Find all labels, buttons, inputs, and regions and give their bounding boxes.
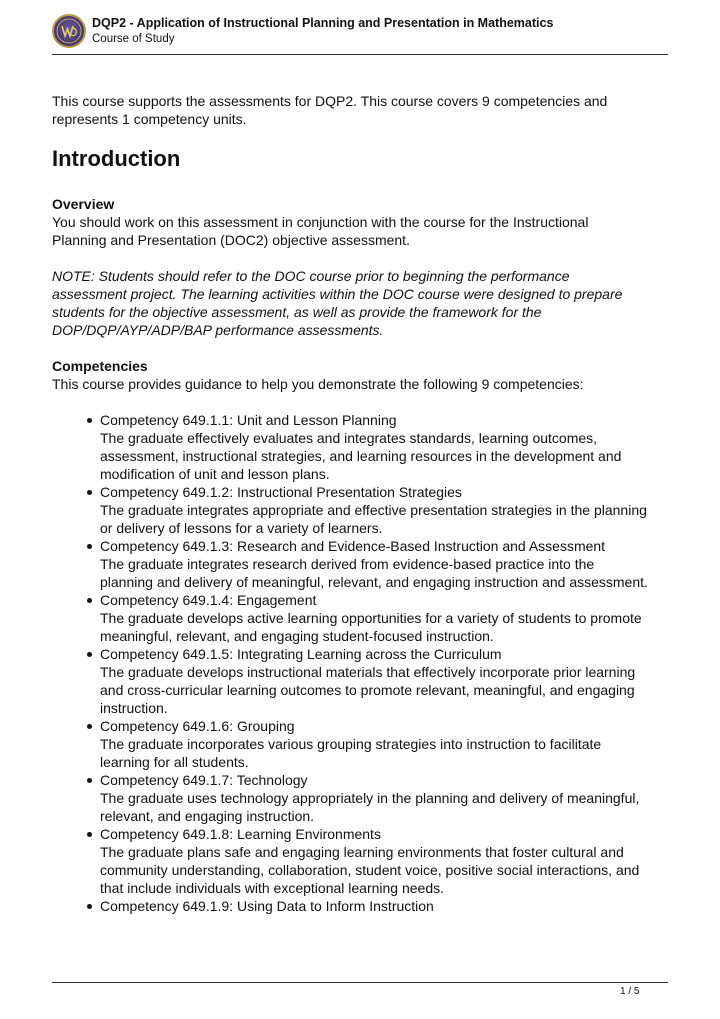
competency-item	[100, 645, 670, 717]
competency-desc-line: The graduate plans safe and engaging learning environments that foster cultural and	[100, 844, 624, 860]
competency-desc-line: The graduate integrates appropriate and effective presentation strategies in the planning	[100, 502, 647, 518]
bullet-icon	[87, 544, 92, 549]
competency-item	[100, 717, 670, 771]
bullet-icon	[87, 778, 92, 783]
competency-desc-line: or delivery of lessons for a variety of learners.	[100, 520, 383, 536]
competency-name: Competency 649.1.2: Instructional Presentation Strategies	[100, 484, 462, 500]
competency-desc-line: that include individuals with exceptional learning needs.	[100, 880, 444, 896]
intro-line: This course supports the assessments for DQP2. This course covers 9 competencies and	[52, 93, 608, 109]
bullet-icon	[87, 904, 92, 909]
competency-desc-line: The graduate develops instructional materials that effectively incorporate prior learning	[100, 664, 636, 680]
competency-name: Competency 649.1.5: Integrating Learning across the Curriculum	[100, 646, 502, 662]
footer-divider	[52, 982, 668, 983]
note-paragraph	[52, 267, 670, 339]
competency-list	[52, 411, 670, 915]
note-line: NOTE: Students should refer to the DOC course prior to beginning the performance	[52, 268, 570, 284]
competency-item	[100, 897, 670, 915]
bullet-icon	[87, 418, 92, 423]
competency-name: Competency 649.1.8: Learning Environments	[100, 826, 381, 842]
note-line: DOP/DQP/AYP/ADP/BAP performance assessments.	[52, 322, 384, 338]
competency-name: Competency 649.1.4: Engagement	[100, 592, 317, 608]
competency-name: Competency 649.1.1: Unit and Lesson Planning	[100, 412, 397, 428]
competency-item	[100, 483, 670, 537]
competency-desc-line: The graduate integrates research derived from evidence-based practice into the	[100, 556, 595, 572]
bullet-icon	[87, 724, 92, 729]
competency-desc-line: planning and delivery of meaningful, relevant, and engaging instruction and assessment.	[100, 574, 648, 590]
competency-name: Competency 649.1.9: Using Data to Inform Instruction	[100, 898, 434, 914]
competency-item	[100, 825, 670, 897]
competencies-intro: This course provides guidance to help you demonstrate the following 9 competencies:	[52, 376, 584, 392]
competency-desc-line: modification of unit and lesson plans.	[100, 466, 330, 482]
bullet-icon	[87, 598, 92, 603]
university-seal-icon	[52, 14, 86, 48]
competency-item	[100, 591, 670, 645]
competency-name: Competency 649.1.6: Grouping	[100, 718, 295, 734]
overview-section	[52, 195, 670, 249]
page-number: 1 / 5	[620, 986, 640, 997]
overview-title: Overview	[52, 196, 115, 212]
competency-desc-line: instruction.	[100, 700, 168, 716]
competency-desc-line: learning for all students.	[100, 754, 249, 770]
intro-paragraph	[52, 92, 670, 128]
note-line: students for the objective assessment, as well as provide the framework for the	[52, 304, 542, 320]
competency-desc-line: assessment, instructional strategies, and learning resources in the development and	[100, 448, 622, 464]
overview-line: Planning and Presentation (DOC2) objective assessment.	[52, 232, 410, 248]
note-line: assessment project. The learning activities within the DOC course were designed to prepare	[52, 286, 623, 302]
intro-line: represents 1 competency units.	[52, 111, 247, 127]
overview-line: You should work on this assessment in conjunction with the course for the Instructional	[52, 214, 589, 230]
bullet-icon	[87, 652, 92, 657]
competency-desc-line: The graduate effectively evaluates and integrates standards, learning outcomes,	[100, 430, 598, 446]
competency-item	[100, 411, 670, 483]
competency-desc-line: The graduate uses technology appropriately in the planning and delivery of meaningful,	[100, 790, 640, 806]
page-header	[52, 12, 668, 54]
bullet-icon	[87, 490, 92, 495]
competency-desc-line: relevant, and engaging instruction.	[100, 808, 315, 824]
competency-item	[100, 537, 670, 591]
competency-desc-line: meaningful, relevant, and engaging student-focused instruction.	[100, 628, 494, 644]
competency-item	[100, 771, 670, 825]
competencies-title: Competencies	[52, 358, 148, 374]
competency-name: Competency 649.1.3: Research and Evidence-Based Instruction and Assessment	[100, 538, 606, 554]
header-divider	[52, 54, 668, 55]
document-title: DQP2 - Application of Instructional Planning and Presentation in Mathematics	[92, 16, 554, 30]
bullet-icon	[87, 832, 92, 837]
competency-desc-line: The graduate develops active learning opportunities for a variety of students to promote	[100, 610, 642, 626]
competency-desc-line: and cross-curricular learning outcomes to promote relevant, meaningful, and engaging	[100, 682, 635, 698]
competency-desc-line: The graduate incorporates various grouping strategies into instruction to facilitate	[100, 736, 602, 752]
competency-name: Competency 649.1.7: Technology	[100, 772, 308, 788]
section-heading: Introduction	[52, 146, 181, 171]
document-body	[52, 92, 670, 915]
document-subtitle: Course of Study	[92, 33, 175, 45]
competency-desc-line: community understanding, collaboration, student voice, positive social interactions, and	[100, 862, 640, 878]
